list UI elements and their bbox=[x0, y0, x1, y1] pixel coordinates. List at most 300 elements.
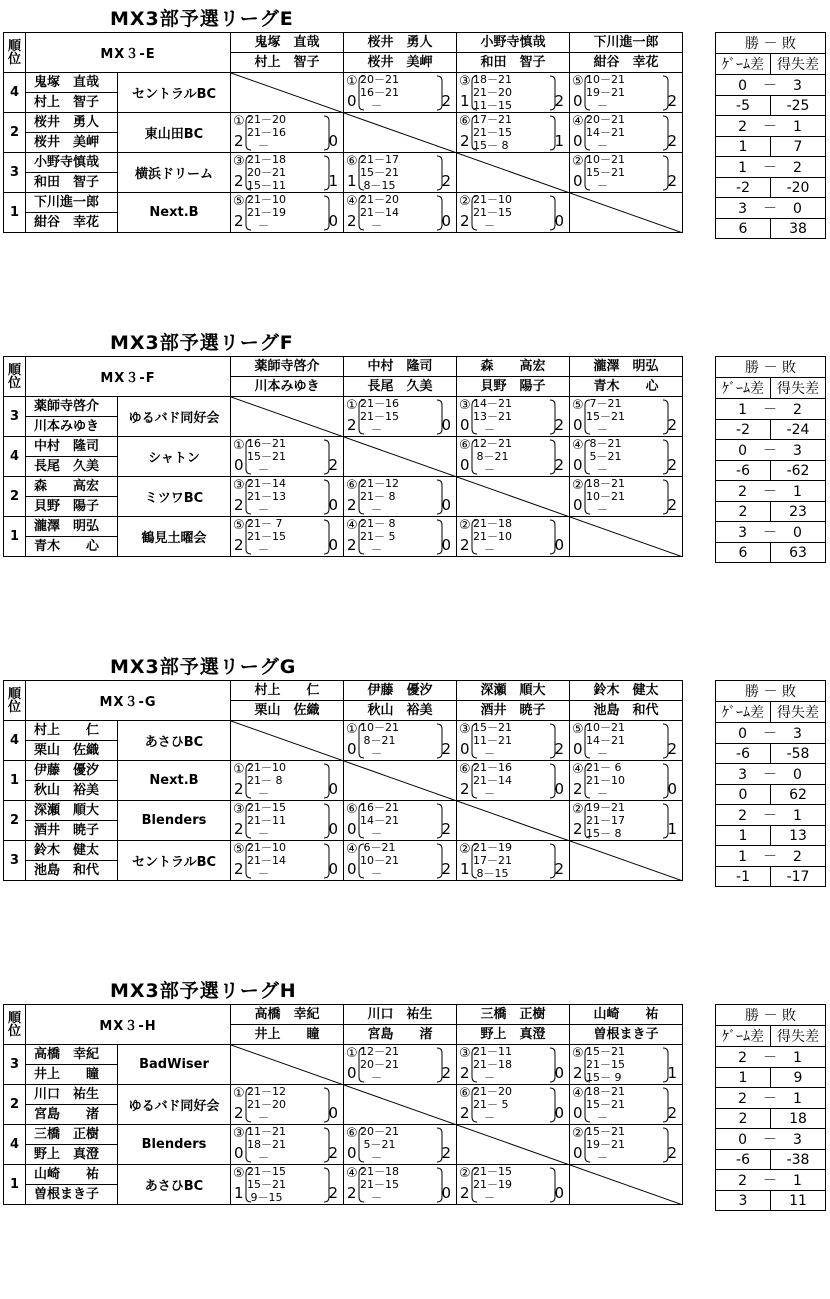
score-bracket bbox=[231, 477, 331, 517]
wins: 2 bbox=[738, 484, 748, 500]
self-match-cell bbox=[344, 761, 457, 801]
match-number: ⑤ bbox=[233, 1166, 245, 1181]
match-number: ⑥ bbox=[459, 438, 471, 453]
match-number: ③ bbox=[233, 1126, 245, 1141]
pair-row bbox=[4, 517, 683, 537]
match-number: ⑥ bbox=[346, 802, 358, 817]
games-lost: 2 bbox=[667, 132, 677, 150]
point-diff: 23 bbox=[771, 502, 826, 522]
game-score: － bbox=[247, 543, 269, 556]
opponent-player1-header: 小野寺慎哉 bbox=[457, 33, 570, 53]
player1-name: 伊藤 優汐 bbox=[26, 761, 118, 781]
match-number: ① bbox=[346, 1046, 358, 1061]
games-lost: 2 bbox=[554, 416, 564, 434]
games-won: 0 bbox=[573, 496, 583, 514]
game-diff: -6 bbox=[716, 1150, 771, 1170]
game-score: － bbox=[586, 179, 608, 192]
game-score: 21－14 bbox=[473, 774, 512, 787]
wins: 2 bbox=[738, 1173, 748, 1189]
opponent-player2-header: 秋山 裕美 bbox=[344, 701, 457, 721]
game-score: 21－16 bbox=[247, 126, 286, 139]
club-name: Next.B bbox=[118, 193, 231, 233]
game-score: 21－14 bbox=[360, 206, 399, 219]
games-lost: 0 bbox=[554, 780, 564, 798]
game-score: － bbox=[247, 867, 269, 880]
score-bracket bbox=[457, 437, 557, 477]
score-bracket bbox=[457, 761, 557, 801]
game-score: 15－21 bbox=[586, 1098, 625, 1111]
game-score: 17－21 bbox=[473, 854, 512, 867]
game-score: － bbox=[360, 543, 382, 556]
losses: 0 bbox=[793, 767, 803, 783]
game-score: － bbox=[586, 139, 608, 152]
club-name: シャトン bbox=[118, 437, 231, 477]
opponent-player2-header: 野上 真澄 bbox=[457, 1025, 570, 1045]
game-score: 10－21 bbox=[360, 721, 399, 734]
opponent-player2-header: 貝野 陽子 bbox=[457, 377, 570, 397]
diagonal-line bbox=[570, 1165, 683, 1205]
match-cell bbox=[570, 113, 683, 153]
game-score: 14－21 bbox=[473, 397, 512, 410]
game-score: － bbox=[360, 423, 382, 436]
game-score: － bbox=[247, 219, 269, 232]
games-lost: 2 bbox=[554, 92, 564, 110]
games-won: 2 bbox=[234, 1104, 244, 1122]
game-score: － bbox=[360, 503, 382, 516]
point-diff: -38 bbox=[771, 1150, 826, 1170]
match-number: ⑥ bbox=[459, 1086, 471, 1101]
games-won: 2 bbox=[234, 132, 244, 150]
games-won: 2 bbox=[460, 780, 470, 798]
point-diff-header: 得失差 bbox=[771, 702, 826, 723]
self-match-cell bbox=[231, 1045, 344, 1085]
wl-header: 勝 － 敗 bbox=[716, 1005, 826, 1026]
opponent-player2-header: 宮島 渚 bbox=[344, 1025, 457, 1045]
game-score: 21－13 bbox=[247, 490, 286, 503]
rank-header: 順 位 bbox=[4, 33, 26, 73]
losses: 1 bbox=[793, 1173, 803, 1189]
game-score: 21－15 bbox=[586, 1058, 625, 1071]
game-score: － bbox=[360, 747, 382, 760]
games-lost: 2 bbox=[667, 1104, 677, 1122]
match-number: ⑥ bbox=[346, 1126, 358, 1141]
point-diff: -62 bbox=[771, 461, 826, 481]
wins: 1 bbox=[738, 160, 748, 176]
player2-name: 酒井 暁子 bbox=[26, 821, 118, 841]
games-lost: 2 bbox=[667, 172, 677, 190]
games-won: 0 bbox=[347, 92, 357, 110]
match-cell bbox=[457, 1045, 570, 1085]
player1-name: 川口 祐生 bbox=[26, 1085, 118, 1105]
wl-dash: － bbox=[748, 1132, 793, 1148]
games-won: 0 bbox=[347, 820, 357, 838]
wl-dash: － bbox=[748, 443, 793, 459]
match-cell bbox=[344, 397, 457, 437]
score-bracket bbox=[344, 1165, 444, 1205]
game-score: － bbox=[360, 867, 382, 880]
games-won: 0 bbox=[347, 740, 357, 758]
point-diff: -58 bbox=[771, 744, 826, 764]
game-score: 14－21 bbox=[586, 126, 625, 139]
game-diff: 6 bbox=[716, 219, 771, 239]
games-won: 2 bbox=[573, 1064, 583, 1082]
game-score: 21－11 bbox=[247, 814, 286, 827]
win-loss bbox=[716, 522, 826, 543]
score-bracket bbox=[344, 721, 444, 761]
game-diff: 2 bbox=[716, 502, 771, 522]
wl-header: 勝 － 敗 bbox=[716, 33, 826, 54]
opponent-player1-header: 下川進一郎 bbox=[570, 33, 683, 53]
game-score: 21－20 bbox=[360, 193, 399, 206]
game-score: 21－15 bbox=[473, 126, 512, 139]
wins: 2 bbox=[738, 808, 748, 824]
game-score: 21－10 bbox=[247, 761, 286, 774]
diagonal-line bbox=[344, 1085, 457, 1125]
win-loss bbox=[716, 1170, 826, 1191]
pair-row bbox=[4, 193, 683, 213]
game-score: － bbox=[473, 747, 495, 760]
match-number: ① bbox=[233, 762, 245, 777]
player1-name: 森 高宏 bbox=[26, 477, 118, 497]
game-diff-header: ｹﾞｰﾑ差 bbox=[716, 378, 771, 399]
game-score: 21－19 bbox=[247, 206, 286, 219]
opponent-player1-header: 三橋 正樹 bbox=[457, 1005, 570, 1025]
score-bracket bbox=[570, 153, 670, 193]
player2-name: 秋山 裕美 bbox=[26, 781, 118, 801]
game-score: － bbox=[586, 503, 608, 516]
game-diff: 1 bbox=[716, 826, 771, 846]
match-cell bbox=[231, 437, 344, 477]
match-cell bbox=[570, 73, 683, 113]
games-won: 1 bbox=[234, 1184, 244, 1202]
match-number: ① bbox=[346, 74, 358, 89]
games-won: 0 bbox=[573, 416, 583, 434]
games-lost: 2 bbox=[554, 456, 564, 474]
games-won: 2 bbox=[347, 416, 357, 434]
game-score: － bbox=[247, 1111, 269, 1124]
score-bracket bbox=[231, 1125, 331, 1165]
win-loss bbox=[716, 481, 826, 502]
game-score: 21－10 bbox=[586, 774, 625, 787]
club-name: あさひBC bbox=[118, 1165, 231, 1205]
game-score: 21－ 8 bbox=[360, 490, 396, 503]
rank-cell: 4 bbox=[4, 1125, 26, 1165]
match-number: ⑤ bbox=[233, 194, 245, 209]
point-diff-header: 得失差 bbox=[771, 54, 826, 75]
games-won: 2 bbox=[460, 1104, 470, 1122]
club-name: セントラルBC bbox=[118, 841, 231, 881]
rank-cell: 4 bbox=[4, 437, 26, 477]
games-lost: 0 bbox=[328, 536, 338, 554]
match-number: ⑥ bbox=[459, 114, 471, 129]
games-won: 0 bbox=[573, 740, 583, 758]
player1-name: 鈴木 健太 bbox=[26, 841, 118, 861]
match-cell bbox=[231, 1125, 344, 1165]
self-match-cell bbox=[570, 193, 683, 233]
match-number: ⑤ bbox=[233, 518, 245, 533]
pair-row bbox=[4, 1125, 683, 1145]
opponent-player1-header: 山崎 祐 bbox=[570, 1005, 683, 1025]
match-number: ③ bbox=[459, 398, 471, 413]
player2-name: 川本みゆき bbox=[26, 417, 118, 437]
player2-name: 和田 智子 bbox=[26, 173, 118, 193]
match-number: ① bbox=[233, 114, 245, 129]
game-score: 15－11 bbox=[247, 179, 286, 192]
match-number: ④ bbox=[572, 762, 584, 777]
club-name: 鶴見土曜会 bbox=[118, 517, 231, 557]
game-score: 11－21 bbox=[247, 1125, 286, 1138]
games-won: 2 bbox=[347, 536, 357, 554]
match-cell bbox=[344, 1165, 457, 1205]
rank-cell: 3 bbox=[4, 397, 26, 437]
losses: 1 bbox=[793, 1050, 803, 1066]
player1-name: 桜井 勇人 bbox=[26, 113, 118, 133]
games-lost: 2 bbox=[667, 496, 677, 514]
game-score: － bbox=[360, 1071, 382, 1084]
rank-cell: 3 bbox=[4, 841, 26, 881]
score-bracket bbox=[570, 761, 670, 801]
game-score: 21－20 bbox=[473, 1085, 512, 1098]
game-score: 21－12 bbox=[247, 1085, 286, 1098]
score-bracket bbox=[344, 801, 444, 841]
game-score: － bbox=[360, 1151, 382, 1164]
point-diff: 63 bbox=[771, 543, 826, 563]
pair-row bbox=[4, 761, 683, 781]
opponent-player2-header: 曽根まき子 bbox=[570, 1025, 683, 1045]
match-number: ④ bbox=[346, 518, 358, 533]
score-bracket bbox=[344, 397, 444, 437]
wins: 0 bbox=[738, 1132, 748, 1148]
self-match-cell bbox=[570, 517, 683, 557]
club-name: ゆるバド同好会 bbox=[118, 397, 231, 437]
game-diff: -5 bbox=[716, 96, 771, 116]
score-bracket bbox=[570, 801, 670, 841]
games-won: 0 bbox=[347, 1144, 357, 1162]
game-score: 8－15 bbox=[473, 867, 509, 880]
game-score: 18－21 bbox=[586, 1085, 625, 1098]
score-bracket bbox=[457, 113, 557, 153]
game-score: 21－18 bbox=[247, 153, 286, 166]
game-diff-header: ｹﾞｰﾑ差 bbox=[716, 1026, 771, 1047]
game-score: 19－21 bbox=[586, 86, 625, 99]
game-score: 13－21 bbox=[473, 410, 512, 423]
game-score: 21－20 bbox=[247, 113, 286, 126]
club-name: ゆるバド同好会 bbox=[118, 1085, 231, 1125]
game-score: 21－ 8 bbox=[360, 517, 396, 530]
losses: 3 bbox=[793, 443, 803, 459]
match-number: ② bbox=[572, 1126, 584, 1141]
club-name: 横浜ドリーム bbox=[118, 153, 231, 193]
league-title: MX3部予選リーグE bbox=[110, 8, 294, 30]
wl-dash: － bbox=[748, 525, 793, 541]
win-loss bbox=[716, 846, 826, 867]
match-cell bbox=[570, 477, 683, 517]
point-diff: 7 bbox=[771, 137, 826, 157]
opponent-player2-header: 酒井 暁子 bbox=[457, 701, 570, 721]
game-score: 21－15 bbox=[360, 410, 399, 423]
score-bracket bbox=[570, 113, 670, 153]
player1-name: 下川進一郎 bbox=[26, 193, 118, 213]
game-score: 20－21 bbox=[247, 166, 286, 179]
opponent-player2-header: 井上 瞳 bbox=[231, 1025, 344, 1045]
games-won: 0 bbox=[573, 1144, 583, 1162]
wl-dash: － bbox=[748, 849, 793, 865]
game-score: － bbox=[473, 1111, 495, 1124]
game-score: 9－15 bbox=[247, 1191, 283, 1204]
game-score: 10－21 bbox=[586, 490, 625, 503]
self-match-cell bbox=[457, 801, 570, 841]
self-match-cell bbox=[231, 721, 344, 761]
game-score: 11－15 bbox=[473, 99, 512, 112]
win-loss bbox=[716, 723, 826, 744]
player2-name: 青木 心 bbox=[26, 537, 118, 557]
game-score: 8－21 bbox=[360, 734, 396, 747]
games-won: 0 bbox=[234, 1144, 244, 1162]
opponent-player1-header: 桜井 勇人 bbox=[344, 33, 457, 53]
match-number: ④ bbox=[572, 1086, 584, 1101]
match-cell bbox=[344, 517, 457, 557]
games-lost: 2 bbox=[441, 860, 451, 878]
game-score: － bbox=[586, 787, 608, 800]
game-score: 21－17 bbox=[360, 153, 399, 166]
match-cell bbox=[231, 841, 344, 881]
player1-name: 山崎 祐 bbox=[26, 1165, 118, 1185]
club-name: ミツワBC bbox=[118, 477, 231, 517]
score-bracket bbox=[344, 1045, 444, 1085]
match-cell bbox=[570, 1125, 683, 1165]
player2-name: 貝野 陽子 bbox=[26, 497, 118, 517]
wins: 0 bbox=[738, 78, 748, 94]
win-loss bbox=[716, 1088, 826, 1109]
pair-row bbox=[4, 73, 683, 93]
game-score: 15－21 bbox=[586, 410, 625, 423]
games-lost: 2 bbox=[441, 740, 451, 758]
wl-header: 勝 － 敗 bbox=[716, 681, 826, 702]
results-table bbox=[715, 680, 826, 887]
score-bracket bbox=[570, 437, 670, 477]
losses: 3 bbox=[793, 1132, 803, 1148]
diagonal-line bbox=[570, 841, 683, 881]
games-won: 0 bbox=[460, 740, 470, 758]
games-lost: 0 bbox=[328, 496, 338, 514]
player1-name: 三橋 正樹 bbox=[26, 1125, 118, 1145]
self-match-cell bbox=[457, 477, 570, 517]
score-bracket bbox=[344, 1125, 444, 1165]
game-diff: 1 bbox=[716, 1068, 771, 1088]
game-score: － bbox=[247, 463, 269, 476]
diagonal-line bbox=[570, 517, 683, 557]
game-diff: 6 bbox=[716, 543, 771, 563]
wl-dash: － bbox=[748, 1091, 793, 1107]
match-cell bbox=[344, 801, 457, 841]
game-score: － bbox=[586, 99, 608, 112]
player1-name: 深瀬 順大 bbox=[26, 801, 118, 821]
game-score: 15－21 bbox=[360, 166, 399, 179]
game-score: 21－10 bbox=[247, 193, 286, 206]
games-lost: 0 bbox=[667, 780, 677, 798]
games-lost: 2 bbox=[441, 92, 451, 110]
league-code: MX３-H bbox=[26, 1005, 231, 1045]
game-score: 12－21 bbox=[473, 437, 512, 450]
self-match-cell bbox=[231, 73, 344, 113]
league-code: MX３-F bbox=[26, 357, 231, 397]
point-diff: -20 bbox=[771, 178, 826, 198]
game-score: 21－10 bbox=[247, 841, 286, 854]
opponent-player2-header: 桜井 美岬 bbox=[344, 53, 457, 73]
point-diff: -24 bbox=[771, 420, 826, 440]
match-cell bbox=[570, 153, 683, 193]
score-bracket bbox=[344, 841, 444, 881]
games-won: 2 bbox=[460, 1184, 470, 1202]
score-bracket bbox=[457, 193, 557, 233]
league-block bbox=[0, 652, 830, 972]
player2-name: 井上 瞳 bbox=[26, 1065, 118, 1085]
game-score: 8－15 bbox=[360, 179, 396, 192]
wl-dash: － bbox=[748, 402, 793, 418]
game-score: 10－21 bbox=[360, 854, 399, 867]
pair-row bbox=[4, 1085, 683, 1105]
game-score: － bbox=[586, 463, 608, 476]
game-diff-header: ｹﾞｰﾑ差 bbox=[716, 54, 771, 75]
losses: 0 bbox=[793, 201, 803, 217]
losses: 2 bbox=[793, 849, 803, 865]
wl-dash: － bbox=[748, 1173, 793, 1189]
rank-cell: 2 bbox=[4, 477, 26, 517]
wl-header: 勝 － 敗 bbox=[716, 357, 826, 378]
match-cell bbox=[231, 1085, 344, 1125]
club-name: Blenders bbox=[118, 801, 231, 841]
losses: 2 bbox=[793, 402, 803, 418]
losses: 0 bbox=[793, 525, 803, 541]
game-score: 15－21 bbox=[586, 1045, 625, 1058]
wl-dash: － bbox=[748, 201, 793, 217]
wins: 0 bbox=[738, 726, 748, 742]
self-match-cell bbox=[231, 397, 344, 437]
game-score: 21－16 bbox=[360, 397, 399, 410]
game-score: 21－18 bbox=[360, 1165, 399, 1178]
rank-header: 順 位 bbox=[4, 681, 26, 721]
rank-cell: 2 bbox=[4, 113, 26, 153]
score-bracket bbox=[231, 1165, 331, 1205]
wl-dash: － bbox=[748, 160, 793, 176]
game-score: 15－21 bbox=[586, 166, 625, 179]
self-match-cell bbox=[570, 841, 683, 881]
diagonal-line bbox=[231, 1045, 344, 1085]
match-number: ③ bbox=[459, 74, 471, 89]
player2-name: 桜井 美岬 bbox=[26, 133, 118, 153]
losses: 1 bbox=[793, 808, 803, 824]
game-score: 21－18 bbox=[473, 517, 512, 530]
game-score: 21－10 bbox=[473, 193, 512, 206]
game-score: 8－21 bbox=[473, 450, 509, 463]
player2-name: 宮島 渚 bbox=[26, 1105, 118, 1125]
match-cell bbox=[344, 193, 457, 233]
league-grid bbox=[3, 680, 683, 881]
score-bracket bbox=[457, 73, 557, 113]
game-score: － bbox=[360, 99, 382, 112]
match-number: ② bbox=[459, 518, 471, 533]
pair-row bbox=[4, 153, 683, 173]
score-bracket bbox=[231, 761, 331, 801]
diagonal-line bbox=[457, 801, 570, 841]
match-number: ⑥ bbox=[346, 478, 358, 493]
score-bracket bbox=[344, 193, 444, 233]
diagonal-line bbox=[457, 1125, 570, 1165]
game-score: 5－21 bbox=[586, 450, 622, 463]
match-cell bbox=[570, 721, 683, 761]
opponent-player1-header: 深瀬 順大 bbox=[457, 681, 570, 701]
match-cell bbox=[457, 1165, 570, 1205]
